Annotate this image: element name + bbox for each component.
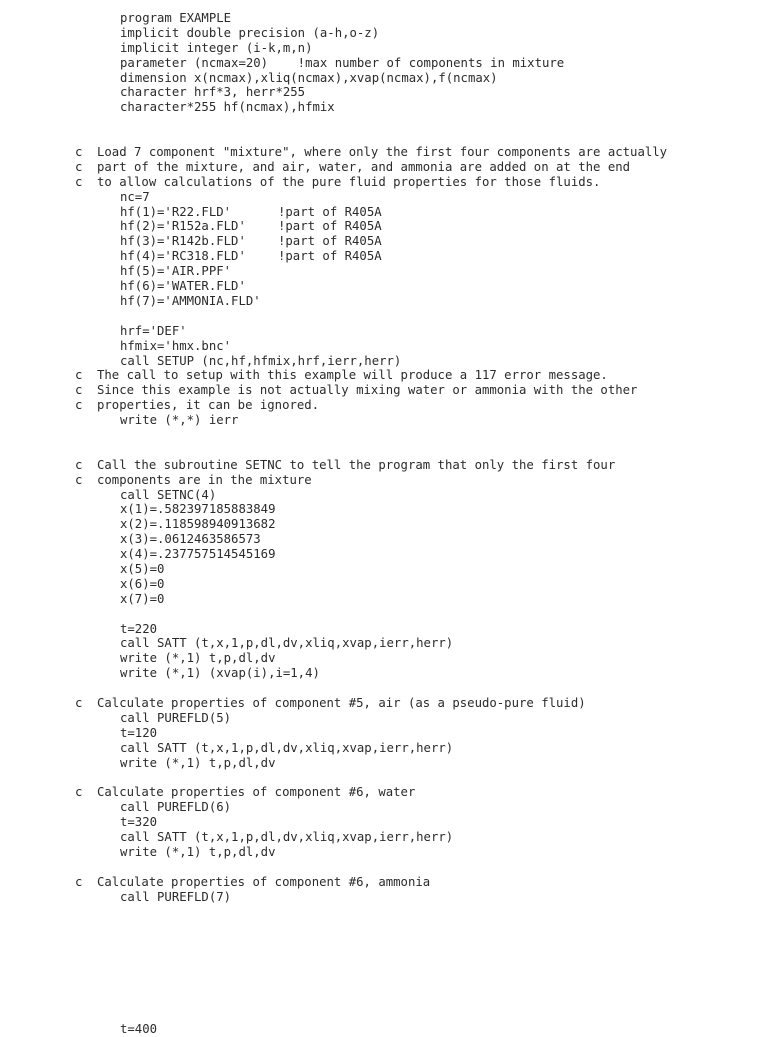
comment-line	[0, 785, 768, 800]
code-line	[0, 11, 768, 26]
code-text: call SATT (t,x,1,p,dl,dv,xliq,xvap,ierr,herr)	[120, 740, 454, 755]
comment-marker: c	[75, 174, 83, 189]
code-text: x(6)=0	[120, 576, 165, 591]
code-line	[0, 502, 768, 517]
code-text: write (*,1) t,p,dl,dv	[120, 755, 276, 770]
comment-text: Calculate properties of component #5, air (as a pseudo-pure fluid)	[97, 696, 586, 710]
comment-text: Call the subroutine SETNC to tell the program that only the first four	[97, 457, 616, 472]
comment-line	[0, 398, 768, 413]
code-text: hf(4)='RC318.FLD'	[120, 249, 246, 264]
comment-line	[0, 473, 768, 488]
code-line	[0, 622, 768, 637]
comment-line	[0, 160, 768, 175]
fortran-code-listing	[0, 11, 768, 1037]
code-block	[0, 875, 768, 905]
code-block	[0, 11, 768, 115]
code-text: character hrf*3, herr*255	[120, 85, 306, 100]
code-text: hrf='DEF'	[120, 323, 187, 338]
comment-line	[0, 458, 768, 473]
code-text: call SATT (t,x,1,p,dl,dv,xliq,xvap,ierr,herr)	[120, 636, 454, 651]
code-text: x(7)=0	[120, 591, 165, 606]
code-line	[0, 339, 768, 354]
comment-line	[0, 696, 768, 711]
code-line	[0, 532, 768, 547]
comment-line	[0, 368, 768, 383]
comment-text: part of the mixture, and air, water, and ammonia are added on at the end	[97, 159, 631, 174]
code-line	[0, 85, 768, 100]
code-line	[0, 651, 768, 666]
comment-marker: c	[75, 785, 83, 800]
code-text: nc=7	[120, 189, 150, 204]
inline-comment: !part of R405A	[278, 249, 382, 264]
code-text: write (*,1) t,p,dl,dv	[120, 651, 276, 666]
code-line	[0, 830, 768, 845]
code-line	[0, 547, 768, 562]
code-block	[0, 324, 768, 428]
code-line	[0, 324, 768, 339]
code-text: hf(6)='WATER.FLD'	[120, 279, 246, 294]
code-line	[0, 100, 768, 115]
code-text: t=400	[120, 1022, 158, 1037]
code-text: write (*,1) t,p,dl,dv	[120, 844, 276, 859]
comment-text: to allow calculations of the pure fluid properties for those fluids.	[97, 174, 601, 189]
code-line	[0, 354, 768, 369]
code-line	[0, 234, 768, 249]
code-line	[0, 279, 768, 294]
code-text: write (*,*) ierr	[120, 413, 239, 428]
comment-marker: c	[75, 368, 83, 383]
code-text: parameter (ncmax=20) !max number of components in mixture	[120, 55, 565, 70]
code-line	[0, 294, 768, 309]
inline-comment: !part of R405A	[278, 204, 382, 219]
code-text: x(1)=.582397185883849	[120, 502, 276, 517]
comment-text: Calculate properties of component #6, water	[97, 785, 416, 800]
comment-marker: c	[75, 398, 83, 413]
code-block	[0, 1022, 768, 1037]
code-line	[0, 56, 768, 71]
comment-marker: c	[75, 145, 83, 160]
code-line	[0, 41, 768, 56]
code-text: program EXAMPLE	[120, 11, 232, 25]
code-text: call SETNC(4)	[120, 487, 217, 502]
code-text: t=120	[120, 725, 158, 740]
inline-comment: !part of R405A	[278, 219, 382, 234]
code-text: x(5)=0	[120, 561, 165, 576]
code-text: character*255 hf(ncmax),hfmix	[120, 100, 335, 115]
comment-text: Calculate properties of component #6, ammonia	[97, 874, 431, 889]
comment-line	[0, 383, 768, 398]
code-line	[0, 592, 768, 607]
code-block	[0, 696, 768, 770]
code-line	[0, 756, 768, 771]
code-line	[0, 636, 768, 651]
code-text: x(3)=.0612463586573	[120, 532, 261, 547]
comment-line	[0, 145, 768, 160]
code-line	[0, 800, 768, 815]
code-text: t=320	[120, 815, 158, 830]
code-text: write (*,1) (xvap(i),i=1,4)	[120, 666, 320, 681]
comment-text: Since this example is not actually mixing water or ammonia with the other	[97, 383, 638, 398]
code-line	[0, 249, 768, 264]
code-text: t=220	[120, 621, 158, 636]
code-text: x(2)=.118598940913682	[120, 517, 276, 532]
code-line	[0, 71, 768, 86]
code-text: call SETUP (nc,hf,hfmix,hrf,ierr,herr)	[120, 353, 402, 368]
code-text: implicit integer (i-k,m,n)	[120, 40, 313, 55]
comment-text: Load 7 component "mixture", where only the first four components are actually	[97, 145, 668, 160]
code-line	[0, 264, 768, 279]
code-text: call PUREFLD(5)	[120, 710, 232, 725]
inline-comment: !part of R405A	[278, 234, 382, 249]
comment-marker: c	[75, 874, 83, 889]
code-line	[0, 413, 768, 428]
code-line	[0, 815, 768, 830]
comment-line	[0, 175, 768, 190]
code-line	[0, 190, 768, 205]
comment-marker: c	[75, 457, 83, 472]
code-text: hf(2)='R152a.FLD'	[120, 219, 246, 234]
code-line	[0, 488, 768, 503]
code-block	[0, 458, 768, 607]
comment-marker: c	[75, 696, 83, 710]
comment-text: components are in the mixture	[97, 472, 312, 487]
comment-marker: c	[75, 159, 83, 174]
comment-text: properties, it can be ignored.	[97, 398, 320, 413]
code-line	[0, 711, 768, 726]
code-block	[0, 785, 768, 859]
code-text: x(4)=.237757514545169	[120, 547, 276, 562]
code-text: hfmix='hmx.bnc'	[120, 338, 232, 353]
code-line	[0, 219, 768, 234]
comment-marker: c	[75, 472, 83, 487]
code-line	[0, 845, 768, 860]
code-text: call SATT (t,x,1,p,dl,dv,xliq,xvap,ierr,herr)	[120, 830, 454, 845]
code-line	[0, 577, 768, 592]
code-line	[0, 726, 768, 741]
code-line	[0, 1022, 768, 1037]
code-text: implicit double precision (a-h,o-z)	[120, 25, 380, 40]
code-text: hf(3)='R142b.FLD'	[120, 234, 246, 249]
comment-marker: c	[75, 383, 83, 398]
code-text: call PUREFLD(7)	[120, 889, 232, 904]
code-text: hf(7)='AMMONIA.FLD'	[120, 293, 261, 308]
code-line	[0, 741, 768, 756]
code-text: dimension x(ncmax),xliq(ncmax),xvap(ncmax),f(ncmax)	[120, 70, 498, 85]
code-line	[0, 26, 768, 41]
code-text: call PUREFLD(6)	[120, 800, 232, 815]
code-line	[0, 205, 768, 220]
code-block	[0, 145, 768, 309]
comment-text: The call to setup with this example will produce a 117 error message.	[97, 368, 608, 383]
code-line	[0, 562, 768, 577]
code-line	[0, 890, 768, 905]
code-text: hf(5)='AIR.PPF'	[120, 264, 232, 279]
comment-line	[0, 875, 768, 890]
code-block	[0, 622, 768, 682]
code-line	[0, 517, 768, 532]
code-line	[0, 666, 768, 681]
code-text: hf(1)='R22.FLD'	[120, 204, 232, 219]
